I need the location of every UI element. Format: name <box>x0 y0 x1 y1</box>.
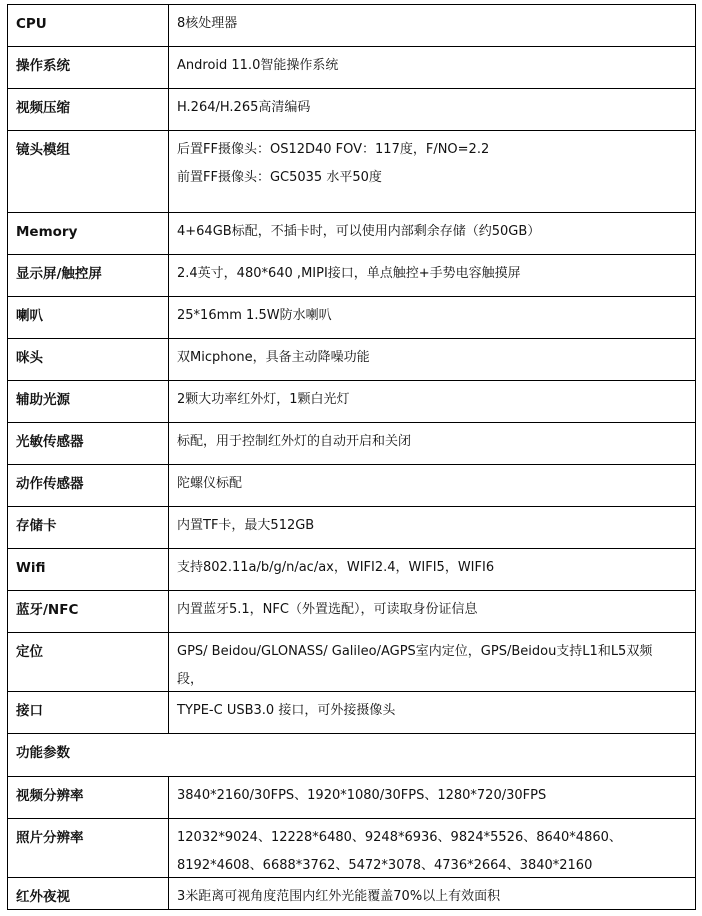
spec-value-line: TYPE-C USB3.0 接口，可外接摄像头 <box>177 703 396 718</box>
spec-value <box>169 213 696 255</box>
spec-label: Memory <box>8 213 169 255</box>
spec-row <box>8 465 696 507</box>
spec-value-line: 3米距离可视角度范围内红外光能覆盖70%以上有效面积 <box>177 889 501 904</box>
spec-value-line: 8核处理器 <box>177 16 238 31</box>
spec-row <box>8 819 696 878</box>
spec-row <box>8 591 696 633</box>
spec-value-line: 后置FF摄像头：OS12D40 FOV：117度，F/NO=2.2 <box>177 142 490 157</box>
spec-row <box>8 339 696 381</box>
spec-value-line: 双Micphone，具备主动降噪功能 <box>177 350 370 365</box>
spec-label: 光敏传感器 <box>8 423 169 465</box>
spec-label: 操作系统 <box>8 47 169 89</box>
spec-value <box>169 89 696 131</box>
spec-label: 喇叭 <box>8 297 169 339</box>
spec-value-line: 标配，用于控制红外灯的自动开启和关闭 <box>177 434 412 449</box>
spec-value-line: 内置TF卡，最大512GB <box>177 518 315 533</box>
spec-value-line: 8192*4608、6688*3762、5472*3078、4736*2664、3840*2160 <box>177 858 593 873</box>
spec-value <box>169 465 696 507</box>
spec-value <box>169 131 696 213</box>
spec-value <box>169 381 696 423</box>
spec-row <box>8 89 696 131</box>
spec-value-line: Android 11.0智能操作系统 <box>177 58 339 73</box>
spec-label: 存储卡 <box>8 507 169 549</box>
spec-value <box>169 47 696 89</box>
spec-label: 动作传感器 <box>8 465 169 507</box>
spec-label: Wifi <box>8 549 169 591</box>
spec-row <box>8 878 696 910</box>
spec-label: 定位 <box>8 633 169 692</box>
spec-row <box>8 297 696 339</box>
spec-value-line: 陀螺仪标配 <box>177 476 243 491</box>
spec-row <box>8 47 696 89</box>
spec-value <box>169 549 696 591</box>
spec-value-line: 段， <box>177 672 204 687</box>
spec-value-line: 内置蓝牙5.1，NFC（外置选配），可读取身份证信息 <box>177 602 478 617</box>
spec-row <box>8 5 696 47</box>
spec-label: 辅助光源 <box>8 381 169 423</box>
spec-label: 蓝牙/NFC <box>8 591 169 633</box>
section-row <box>8 734 696 777</box>
spec-label: 视频压缩 <box>8 89 169 131</box>
spec-value <box>169 819 696 878</box>
spec-value-line: 2.4英寸，480*640 ,MIPI接口，单点触控+手势电容触摸屏 <box>177 266 521 281</box>
spec-value-line: 2颗大功率红外灯，1颗白光灯 <box>177 392 350 407</box>
spec-row <box>8 549 696 591</box>
spec-row <box>8 633 696 692</box>
spec-row <box>8 381 696 423</box>
spec-value-line: 前置FF摄像头：GC5035 水平50度 <box>177 170 382 185</box>
spec-value-line: H.264/H.265高清编码 <box>177 100 311 115</box>
spec-label: 咪头 <box>8 339 169 381</box>
spec-value <box>169 777 696 819</box>
spec-label: CPU <box>8 5 169 47</box>
spec-row <box>8 213 696 255</box>
spec-value-line: 12032*9024、12228*6480、9248*6936、9824*5526、8640*4860、 <box>177 830 622 845</box>
spec-value <box>169 423 696 465</box>
spec-label: 镜头模组 <box>8 131 169 213</box>
spec-row <box>8 131 696 213</box>
spec-value <box>169 692 696 734</box>
spec-label: 接口 <box>8 692 169 734</box>
spec-row <box>8 507 696 549</box>
spec-value-line: 3840*2160/30FPS、1920*1080/30FPS、1280*720/30FPS <box>177 788 547 803</box>
section-title: 功能参数 <box>8 734 696 777</box>
spec-value <box>169 5 696 47</box>
spec-row <box>8 692 696 734</box>
spec-row <box>8 777 696 819</box>
spec-value <box>169 297 696 339</box>
spec-value <box>169 507 696 549</box>
spec-table <box>7 4 696 910</box>
spec-label: 照片分辨率 <box>8 819 169 878</box>
spec-value <box>169 633 696 692</box>
spec-label: 视频分辨率 <box>8 777 169 819</box>
spec-value <box>169 339 696 381</box>
spec-value-line: 支持802.11a/b/g/n/ac/ax，WIFI2.4，WIFI5，WIFI6 <box>177 560 495 575</box>
spec-value-line: 25*16mm 1.5W防水喇叭 <box>177 308 332 323</box>
spec-value <box>169 591 696 633</box>
spec-value-line: GPS/ Beidou/GLONASS/ Galileo/AGPS室内定位，GPS/Beidou支持L1和L5双频 <box>177 644 653 659</box>
spec-value-line: 4+64GB标配，不插卡时，可以使用内部剩余存储（约50GB） <box>177 224 541 239</box>
spec-label: 显示屏/触控屏 <box>8 255 169 297</box>
spec-row <box>8 255 696 297</box>
spec-label: 红外夜视 <box>8 878 169 910</box>
spec-value <box>169 878 696 910</box>
spec-row <box>8 423 696 465</box>
spec-value <box>169 255 696 297</box>
